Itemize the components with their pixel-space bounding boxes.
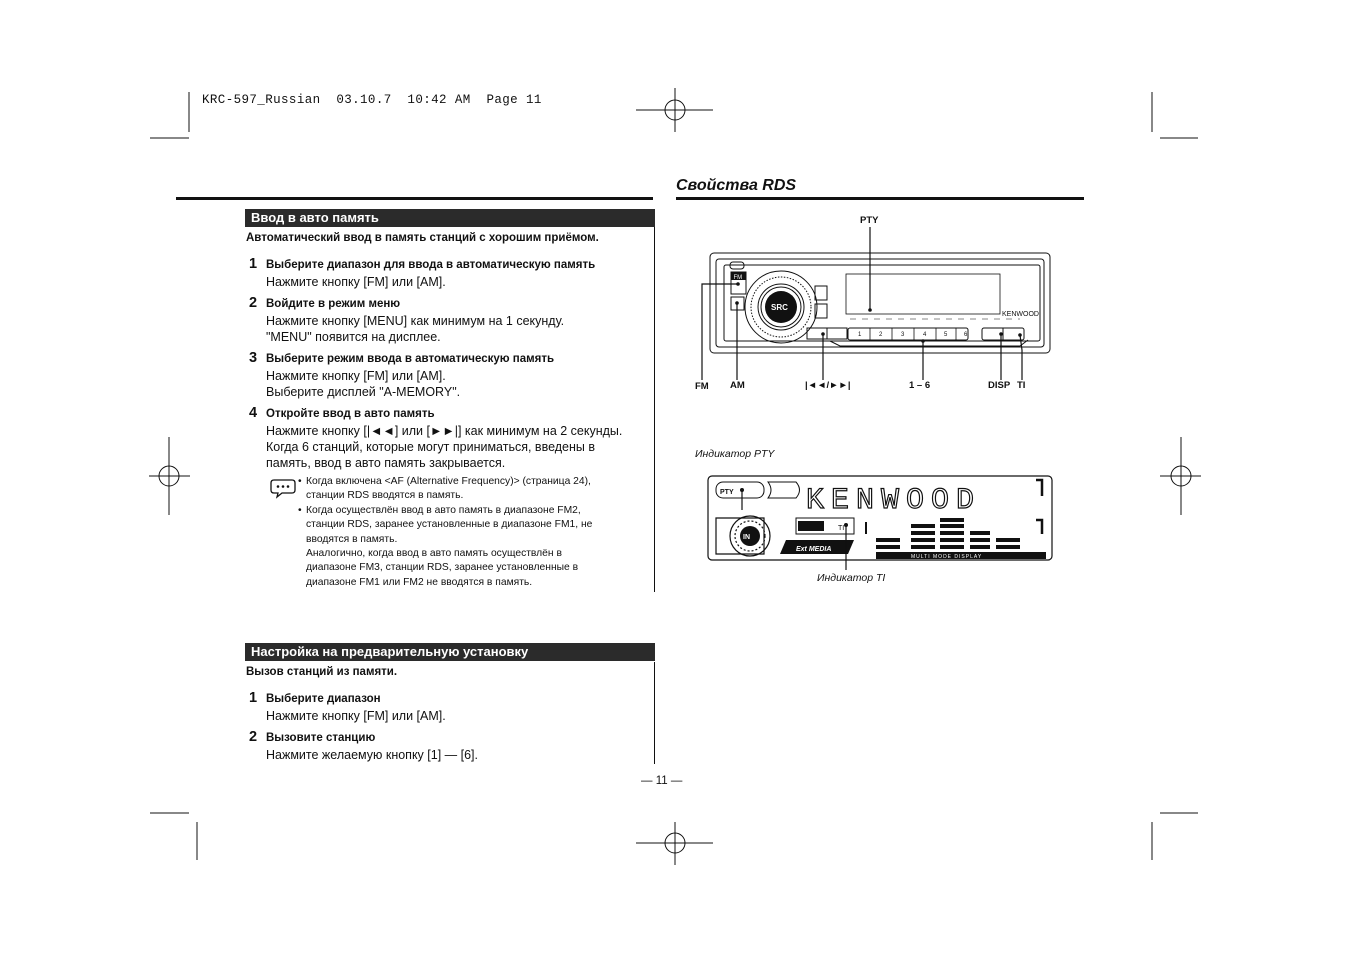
section-auto-memory-lead: Автоматический ввод в память станций с хорошим приёмом. — [246, 232, 599, 244]
lcd-display-diagram — [706, 470, 1056, 580]
preset-step-1-body: Нажмите кнопку [FM] или [AM]. — [266, 709, 446, 723]
print-header: KRC-597_Russian 03.10.7 10:42 AM Page 11 — [202, 93, 542, 107]
in-badge: IN — [743, 534, 750, 541]
step-4-number: 4 — [249, 405, 258, 421]
svg-text:5: 5 — [944, 332, 948, 338]
note-item-af: • Когда включена <AF (Alternative Frequency)> (страница 24), станции RDS вводятся в память. — [298, 475, 648, 504]
lcd-main-text: KENWOOD — [806, 484, 982, 518]
step-2-body: Нажмите кнопку [MENU] как минимум на 1 секунду. "MENU" появится на дисплее. — [266, 314, 565, 344]
left-column-divider-2 — [654, 662, 655, 764]
step-3-number: 3 — [249, 350, 258, 366]
label-pty: PTY — [860, 215, 879, 226]
svg-text:2: 2 — [879, 332, 883, 338]
section-preset-title: Настройка на предварительную установку — [245, 643, 655, 661]
fm-key-label: FM — [733, 275, 743, 281]
pty-segment: PTY — [720, 489, 734, 496]
step-1-body: Нажмите кнопку [FM] или [AM]. — [266, 275, 446, 289]
ti-segment: TI — [838, 525, 845, 532]
label-seek: |◄◄/►►| — [805, 380, 851, 391]
preset-step-1-title: Выберите диапазон — [266, 693, 381, 705]
label-disp: DISP — [988, 380, 1011, 391]
step-2-title: Войдите в режим меню — [266, 298, 401, 310]
right-top-rule — [676, 197, 1084, 200]
note-item-fm2: • Когда осуществлён ввод в авто память в диапазоне FM2, станции RDS, заранее установленные в диапазоне FM1, не вводятся в память. — [298, 504, 648, 547]
label-presets: 1 – 6 — [909, 380, 931, 391]
preset-step-1-number: 1 — [249, 690, 258, 706]
preset-step-2-number: 2 — [249, 729, 258, 745]
svg-text:1: 1 — [858, 332, 862, 338]
step-3-title: Выберите режим ввода в автоматическую память — [266, 353, 555, 365]
label-am: AM — [730, 380, 745, 391]
step-4-body: Нажмите кнопку [|◄◄] или [►►|] как минимум на 2 секунды. Когда 6 станций, которые могут приниматься, введены в память, ввод в авто память закрывается. — [266, 424, 623, 470]
preset-step-2-title: Вызовите станцию — [266, 732, 376, 744]
section-preset-lead: Вызов станций из памяти. — [246, 666, 398, 678]
multi-mode-display-strip: MULTI MODE DISPLAY — [911, 554, 983, 560]
step-1-number: 1 — [249, 256, 258, 272]
svg-text:3: 3 — [901, 332, 905, 338]
head-unit-diagram — [690, 210, 1110, 395]
brand-label: KENWOOD — [1002, 311, 1039, 318]
step-1-title: Выберите диапазон для ввода в автоматическую память — [266, 259, 596, 271]
left-top-rule — [176, 197, 653, 200]
step-3-body: Нажмите кнопку [FM] или [AM]. Выберите дисплей "A-MEMORY". — [266, 369, 461, 399]
section-auto-memory-title: Ввод в авто память — [245, 209, 655, 227]
step-4-title: Откройте ввод в авто память — [266, 408, 435, 420]
src-label: SRC — [771, 303, 788, 312]
label-fm: FM — [695, 381, 709, 392]
page-number: — 11 — — [641, 775, 683, 787]
svg-text:6: 6 — [964, 332, 968, 338]
left-column-divider — [654, 210, 655, 592]
label-ti: TI — [1017, 380, 1026, 391]
pty-indicator-label: Индикатор PTY — [695, 448, 775, 460]
notes-list — [298, 475, 648, 590]
preset-step-2-body: Нажмите желаемую кнопку [1] — [6]. — [266, 748, 478, 762]
rds-section-title: Свойства RDS — [676, 177, 797, 194]
svg-text:4: 4 — [923, 332, 927, 338]
note-icon — [270, 477, 296, 499]
step-2-number: 2 — [249, 295, 258, 311]
ext-media-label: Ext MEDIA — [796, 546, 832, 553]
note-item-fm3: Аналогично, когда ввод в авто память осуществлён в диапазоне FM3, станции RDS, заранее установленные в диапазоне FM1 или FM2 не вводятся в память. — [306, 548, 579, 588]
ti-indicator-label: Индикатор TI — [817, 572, 886, 584]
